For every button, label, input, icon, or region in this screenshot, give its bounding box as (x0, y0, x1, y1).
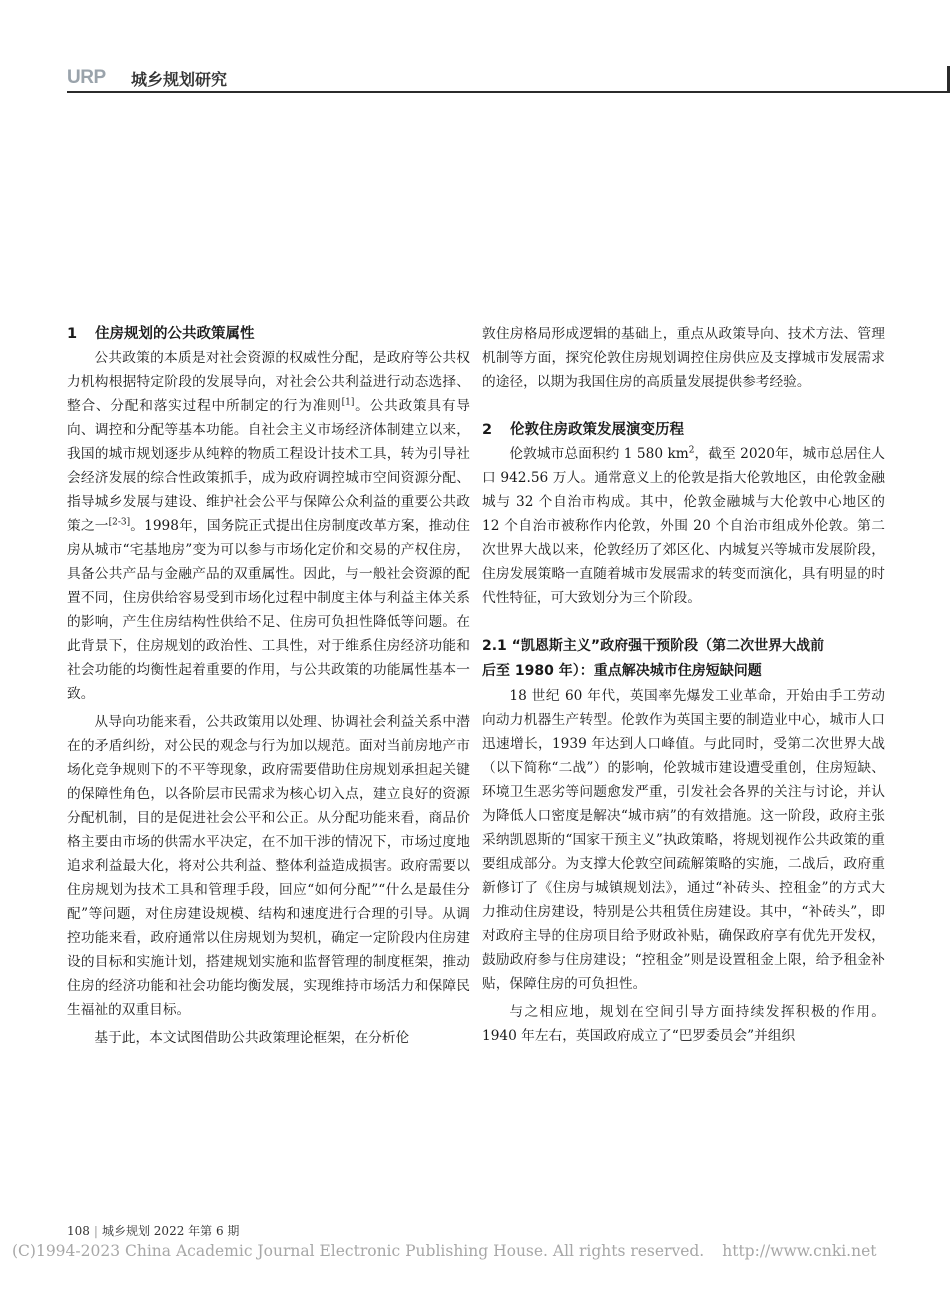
header-divider (67, 91, 950, 93)
page-header (67, 66, 950, 92)
section-number: 1 (67, 326, 78, 342)
copyright-watermark (12, 1242, 876, 1260)
paragraph: 伦敦城市总面积约 1 580 $km^2$，截至 2020年，城市总居住人口 942.56 万人。通常意义上的伦敦是指大伦敦地区，由伦敦金融城与 32 个自治市构成。其中，伦敦金融城与大伦敦中心地区的 12 个自治市被称作内伦敦，外围 20 个自治市组成外伦敦。第二次世界大战以来，伦敦经历了郊区化、内城复兴等城市发展阶段，住房发展策略一直随着城市发展需求的转变而演化，具有明显的时代性特征，可大致划分为三个阶段。 (482, 445, 885, 606)
paragraph: 基于此，本文试图借助公共政策理论框架，在分析伦 (94, 1030, 410, 1046)
paragraph-continued: 敦住房格局形成逻辑的基础上，重点从政策导向、技术方法、管理机制等方面，探究伦敦住房规划调控住房供应及支撑城市发展需求的途径，以期为我国住房的高质量发展提供参考经验。 (482, 326, 885, 390)
paragraph: 从导向功能来看，公共政策用以处理、协调社会利益关系中潜在的矛盾纠纷，对公民的观念与行为加以规范。面对当前房地产市场化竞争规则下的不平等现象，政府需要借助住房规划承担起关键的保障性角色，以各阶层市民需求为核心切入点，建立良好的资源分配机制，目的是促进社会公平和公正。从分配功能来看，商品价格主要由市场的供需水平决定，在不加干涉的情况下，市场过度地追求利益最大化，将对公共利益、整体利益造成损害。政府需要以住房规划为技术工具和管理手段，回应“如何分配”“什么是最佳分配”等问题，对住房建设规模、结构和速度进行合理的引导。从调控功能来看，政府通常以住房规划为契机，确定一定阶段内住房建设的目标和实施计划，搭建规划实施和监督管理的制度框架，推动住房的经济功能和社会功能均衡发展，实现维持市场活力和保障民生福祉的双重目标。 (67, 714, 470, 1018)
footer-issue: 2022 年第 6 期 (153, 1224, 240, 1238)
section-1-heading (67, 322, 470, 346)
paragraph: 与之相应地，规划在空间引导方面持续发挥积极的作用。1940 年左右，英国政府成立了“巴罗委员会”并组织 (482, 1004, 885, 1044)
copyright-text: (C)1994-2023 China Academic Journal Electronic Publishing House. All rights reserved. (12, 1242, 705, 1260)
paragraph: 18 世纪 60 年代，英国率先爆发工业革命，开始由手工劳动向动力机器生产转型。伦敦作为英国主要的制造业中心，城市人口迅速增长，1939 年达到人口峰值。与此同时，受第二次世界大战（以下简称“二战”）的影响，伦敦城市建设遭受重创，住房短缺、环境卫生恶劣等问题愈发严重，引发社会各界的关注与讨论，并认为降低人口密度是解决“城市病”的有效措施。这一阶段，政府主张采纳凯恩斯的“国家干预主义”执政策略，将规划视作公共政策的重要组成部分。为支撑大伦敦空间疏解策略的实施，二战后，政府重新修订了《住房与城镇规划法》，通过“补砖头、控租金”的方式大力推动住房建设，特别是公共租赁住房建设。其中，“补砖头”，即对政府主导的住房项目给予财政补贴，确保政府享有优先开发权，鼓励政府参与住房建设；“控租金”则是设置租金上限，给予租金补贴，保障住房的可负担性。 (482, 688, 885, 992)
page-footer: 108 | 城乡规划 2022 年第 6 期 (67, 1224, 240, 1238)
journal-logo: URP (67, 67, 106, 88)
paragraph: 公共政策的本质是对社会资源的权威性分配，是政府等公共权力机构根据特定阶段的发展导向，对社会公共利益进行动态选择、整合、分配和落实过程中所制定的行为准则[1]。公共政策具有导向、调控和分配等基本功能。自社会主义市场经济体制建立以来，我国的城市规划逐步从纯粹的物质工程设计技术工具，转为引导社会经济发展的综合性政策抓手，成为政府调控城市空间资源分配、指导城乡发展与建设、维护社会公平与保障公众利益的重要公共政策之一[2-3]。1998年，国务院正式提出住房制度改革方案，推动住房从城市“宅基地房”变为可以参与市场化定价和交易的产权住房，具备公共产品与金融产品的双重属性。因此，与一般社会资源的配置不同，住房供给容易受到市场化过程中制度主体与利益主体关系的影响，产生住房结构性供给不足、住房可负担性降低等问题。在此背景下，住房规划的政治性、工具性，对于维系住房经济功能和社会功能的均衡性起着重要的作用，与公共政策的功能属性基本一致。 (67, 350, 470, 702)
journal-title: 城乡规划研究 (131, 70, 228, 89)
citation-link[interactable]: [1] (341, 397, 355, 408)
superscript: 2 (688, 445, 695, 456)
subsection-2-1-heading: 2.1 “凯恩斯主义”政府强干预阶段（第二次世界大战前 后至 1980 年）：重点解决城市住房短缺问题 (482, 638, 825, 679)
cnki-link[interactable]: http://www.cnki.net (722, 1242, 877, 1260)
section-title: 住房规划的公共政策属性 (95, 326, 255, 342)
left-column (67, 322, 470, 1050)
section-2-heading (482, 418, 885, 442)
footer-journal: 城乡规划 (101, 1224, 150, 1238)
section-number: 2 (482, 422, 493, 438)
section-title: 伦敦住房政策发展演变历程 (510, 422, 684, 438)
page-number: 108 (67, 1224, 90, 1238)
right-column (482, 322, 885, 1048)
citation-link[interactable]: [2-3] (108, 517, 131, 528)
